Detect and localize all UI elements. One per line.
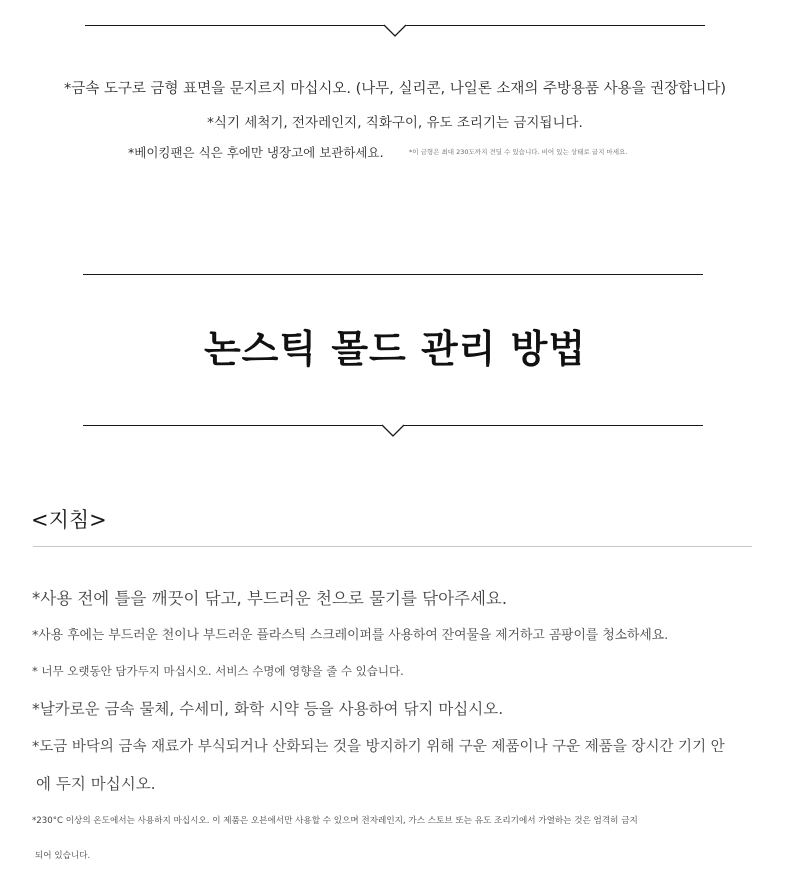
guide-item: *사용 후에는 부드러운 천이나 부드러운 플라스틱 스크레이퍼를 사용하여 잔여물을 제거하고 곰팡이를 청소하세요. [32, 628, 669, 643]
note-prohibited-appliances: *식기 세척기, 전자레인지, 직화구이, 유도 조리기는 금지됩니다. [207, 115, 583, 131]
note-max-temperature-small: *이 금형은 최대 230도까지 견딜 수 있습니다. 비어 있는 상태로 굽지 마세요. [409, 148, 628, 156]
guide-item: *230°C 이상의 온도에서는 사용하지 마십시오. 이 제품은 오븐에서만 사용할 수 있으며 전자레인지, 가스 스토브 또는 유도 조리기에서 가열하는 것은 엄격히 금지 [32, 816, 638, 826]
title-top-divider [83, 274, 703, 275]
guide-item: *사용 전에 틀을 깨끗이 닦고, 부드러운 천으로 물기를 닦아주세요. [32, 589, 508, 608]
guide-item: *날카로운 금속 물체, 수세미, 화학 시약 등을 사용하여 닦지 마십시오. [32, 700, 504, 718]
guide-item: * 너무 오랫동안 담가두지 마십시오. 서비스 수명에 영향을 줄 수 있습니다. [32, 664, 404, 678]
chevron-down-icon [381, 424, 405, 438]
page-title: 논스틱 몰드 관리 방법 [203, 327, 587, 371]
note-metal-tools: *금속 도구로 금형 표면을 문지르지 마십시오. (나무, 실리콘, 나일론 소재의 주방용품 사용을 권장합니다) [64, 81, 726, 97]
guide-item: 되어 있습니다. [35, 851, 91, 861]
guide-item: *도금 바닥의 금속 재료가 부식되거나 산화되는 것을 방지하기 위해 구운 제품이나 구운 제품을 장시간 기기 안 [32, 739, 725, 755]
chevron-down-icon [383, 24, 407, 38]
guide-item: 에 두지 마십시오. [36, 775, 156, 793]
note-refrigerator: *베이킹팬은 식은 후에만 냉장고에 보관하세요. [128, 145, 384, 160]
guide-divider [33, 546, 752, 547]
guide-label: <지침> [31, 508, 107, 532]
